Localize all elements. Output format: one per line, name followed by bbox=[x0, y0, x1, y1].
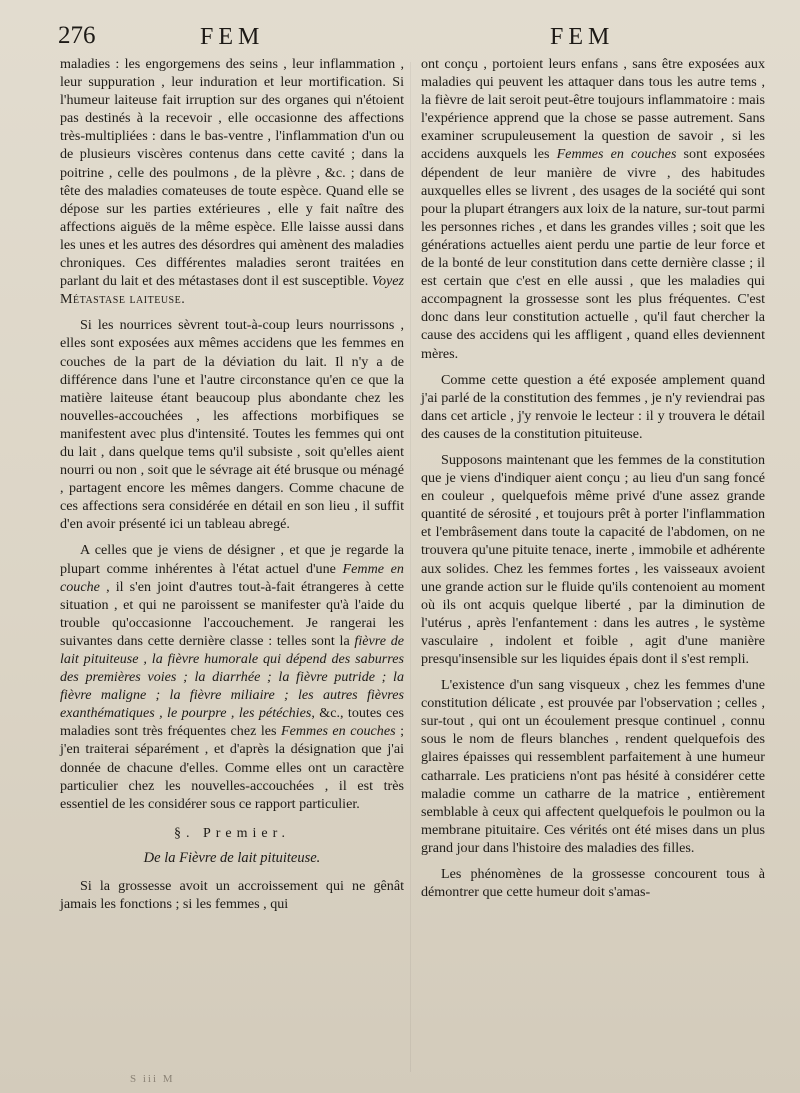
right-column bbox=[421, 55, 765, 901]
page-header bbox=[50, 22, 772, 56]
section-title: De la Fièvre de lait pituiteuse. bbox=[143, 849, 321, 866]
paragraph: Comme cette question a été exposée amplement quand j'ai parlé de la constitution des femmes , je n'y reviendrai pas dans cet article , j'y renvoie le lecteur : il y trouvera le détail des causes de la constitution pituiteuse. bbox=[421, 371, 765, 442]
paragraph: Si les nourrices sèvrent tout-à-coup leurs nourrissons , elles sont exposées aux mêmes accidens que les femmes en couches de la part de la déviation du lait. Il n'y a de différence dans l'une et l'autre circonstance qu'en ce que la matière laiteuse étant beaucoup plus abondante chez les nouvelles-accouchées , les affections morbifiques se manifestent avec plus d'intensité. Toutes les femmes qui ont du lait , dans quelque tems qu'il subsiste , soit qu'elles aient nourri ou non , soit que le sévrage ait été brusque ou ménagé , partagent encore les mêmes dangers. Comme chacune de ces affections sera considérée en détail en son lieu , il suffit d'en avoir présenté ici un tableau abregé. bbox=[60, 317, 404, 533]
paragraph: L'existence d'un sang visqueux , chez les femmes d'une constitution délicate , est prouvée par l'observation ; celles , sur-tout , qui ont un écoulement presque continuel , connu sous le nom de fleurs blanches , rendent quelquefois des glaires épaisses qui ressemblent parfaitement à une humeur catharrale. Les praticiens n'ont pas hésité à considérer cette maladie comme un catharre de la matrice , entièrement semblable à ceux qui affectent quelquefois le poulmon ou la membrane pituitaire. Ces vérités ont été mises dans un plus grand jour dans l'histoire des maladies des filles. bbox=[421, 677, 765, 856]
paragraph: Si la grossesse avoit un accroissement qui ne gênât jamais les fonctions ; si les femmes , qui bbox=[60, 878, 404, 913]
signature-mark: S iii M bbox=[130, 1073, 175, 1085]
cross-reference-voyez: Voyez bbox=[371, 273, 405, 290]
left-column bbox=[60, 55, 404, 913]
column-gutter bbox=[410, 62, 411, 1072]
paragraph: Supposons maintenant que les femmes de la constitution que je viens d'indiquer aient conçu ; au lieu d'un sang foncé en couleur , quelquefois même privé d'une assez grande quantité de sérosité , et toujours prêt à porter l'inflammation et l'embrâsement dans toute la capacité de l'abdomen, on ne trouvera qu'une pituite tenace, inerte , immobile et adhérente aux solides. Chez les femmes fortes , les vaisseaux avoient une grande action sur le fluide qu'ils contenoient au moment où ils ont acquis quelque liberté , par la diminution de l'utérus , après l'enfantement : dans les autres , le système vasculaire , indolent et foible , agit d'une manière presqu'insensible sur les liquides épais dont il s'est rempli. bbox=[421, 451, 765, 667]
running-head-left: FEM bbox=[200, 24, 265, 50]
running-head-right: FEM bbox=[550, 24, 615, 50]
paragraph: ont conçu , portoient leurs enfans , sans être exposées aux maladies qui peuvent les attaquer dans tous les autre tems , la fièvre de lait seroit peut-être toujours inflammatoire : mais l'expérience apprend que la chose se passe autrement. Sans examiner scrupuleusement la question de savoir , si les accidens auxquels les Femmes en couches sont exposées dépendent de leur manière de vivre , des habitudes auxquelles elles se livrent , des usages de la société qui sont pour la plupart étrangers aux loix de la nature, sur-tout parmi les personnes riches , et dans les grandes villes ; soit que les générations actuelles aient perdu une partie de leur force et de la bonté de leur constitution dans cette dernière classe ; il est certain que c'est en elle aussi , que les maladies qui accompagnent la grossesse sont les plus fréquentes. C'est donc dans leur constitution actuelle , qu'il faut chercher la cause des accidens qui les affligent , quand elles deviennent mères. bbox=[421, 56, 766, 362]
paragraph: A celles que je viens de désigner , et que je regarde la plupart comme inhérentes à l'état actuel d'une Femme en couche , il s'en joint d'autres tout-à-fait étrangeres à cette situation , et qui ne paroissent se manifester qu'à l'aide du trouble qu'occasionne l'accouchement. Je rangerai les suivantes dans cette dernière classe : telles sont la fièvre de lait pituiteuse , la fièvre humorale qui dépend des saburres des premières voies ; la diarrhée ; la fièvre putride ; la fièvre maligne ; la fièvre miliaire ; les autres fièvres exanthématiques , le pourpre , les pétéchies, &c., toutes ces maladies sont très fréquentes chez les Femmes en couches ; j'en traiterai séparément , et d'après la désignation que j'ai donnée de chacune d'elles. Comme elles ont un caractère particulier chez les nouvelles-accouchées , il est très essentiel de les considérer sous ce rapport particulier. bbox=[60, 542, 405, 812]
cross-reference-target: Métastase laiteuse. bbox=[60, 291, 186, 308]
page-number: 276 bbox=[58, 22, 96, 49]
paragraph: Les phénomènes de la grossesse concourent tous à démontrer que cette humeur doit s'amas- bbox=[421, 866, 765, 901]
section-heading: §. Premier. bbox=[173, 825, 291, 841]
paragraph: maladies : les engorgemens des seins , leur inflammation , leur suppuration , leur induration et leur mortification. Si l'humeur laiteuse fait irruption sur des organes qui n'étoient pas destinés à la recevoir , elle occasionne des affections très-multipliées : dans le bas-ventre , l'inflammation d'un ou de plusieurs viscères contenus dans cette cavité ; dans la poitrine , celle des poulmons , de la plèvre , &c. ; dans de tête des maladies comateuses de toute espèce. Quand elle se dépose sur les parties extérieures , elle y fait naître des affections aiguës de la même espèce. Elle laisse aussi dans les unes et les autres des désordres qui amènent des maladies chroniques. Ces différentes maladies seront traitées en parlant du lait et des métastases dont il est susceptible. Voyez Métastase laiteuse. bbox=[60, 56, 405, 308]
